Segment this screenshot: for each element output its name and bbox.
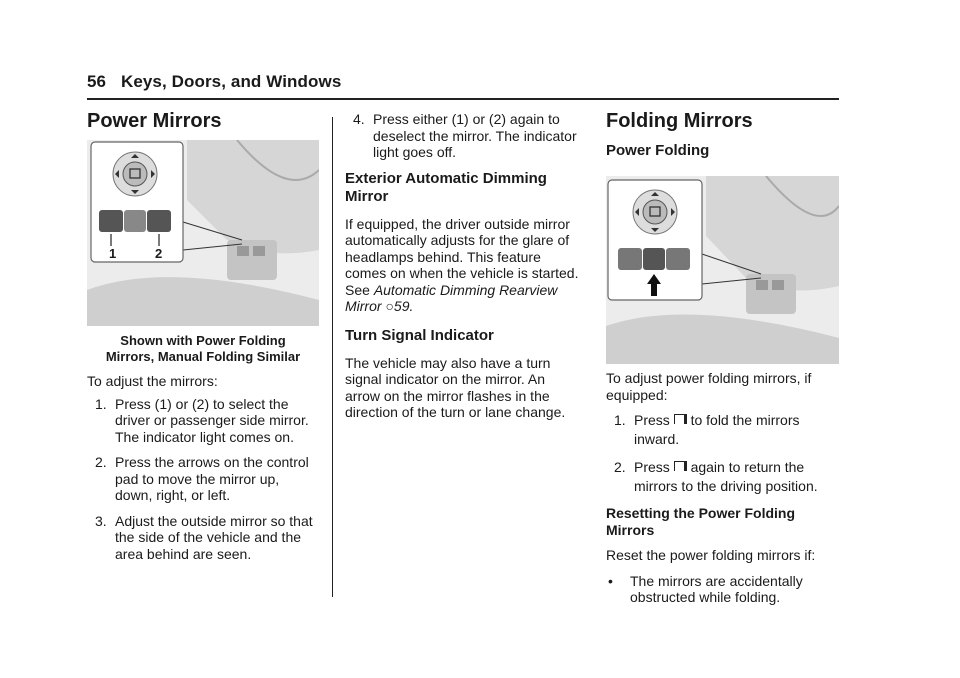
step-text: Press either (1) or (2) again to deselect the mirror. The indicator light goes off. bbox=[373, 111, 577, 160]
column-1 bbox=[87, 110, 319, 132]
column-divider bbox=[332, 117, 333, 597]
header-rule bbox=[87, 98, 839, 100]
step-text: Adjust the outside mirror so that the side of the vehicle and the area behind are seen. bbox=[115, 512, 313, 562]
callout-2: 2 bbox=[155, 246, 163, 261]
figure-caption-line-1: Shown with Power Folding bbox=[120, 333, 286, 348]
power-folding-heading: Power Folding bbox=[606, 142, 710, 159]
step-item bbox=[345, 111, 580, 161]
fold-button-icon bbox=[674, 461, 687, 471]
power-folding-illustration bbox=[606, 176, 839, 364]
step-text-pre: Press bbox=[634, 459, 670, 475]
figure-caption-line-2: Mirrors, Manual Folding Similar bbox=[105, 349, 301, 364]
page-ref-icon: ○ bbox=[385, 298, 394, 314]
step-number: 1. bbox=[614, 412, 626, 428]
step-text: Press (1) or (2) to select the driver or passenger side mirror. The indicator light comes on. bbox=[115, 395, 309, 445]
step-text-post: again to return the mirrors to the driving position. bbox=[634, 459, 818, 494]
turn-signal-heading: Turn Signal Indicator bbox=[345, 326, 494, 344]
step-text: Press the arrows on the control pad to move the mirror up, down, right, or left. bbox=[115, 454, 309, 503]
callout-1: 1 bbox=[109, 246, 117, 261]
auto-dimming-body: If equipped, the driver outside mirror automatically adjusts for the glare of headlamps behind. This feature comes on when the vehicle is started. See bbox=[345, 215, 579, 298]
page-header bbox=[87, 72, 341, 92]
folding-mirrors-title: Folding Mirrors bbox=[606, 110, 753, 132]
column-3-body bbox=[606, 370, 839, 606]
step-item bbox=[87, 513, 319, 563]
auto-dimming-reference-link[interactable]: Automatic Dimming Rearview Mirror bbox=[345, 281, 558, 314]
mirror-adjust-steps-cont bbox=[345, 111, 580, 161]
column-1-body bbox=[87, 333, 319, 571]
auto-dimming-page-ref[interactable]: 59 bbox=[393, 298, 410, 314]
power-mirror-control-illustration bbox=[87, 140, 319, 326]
power-folding-steps bbox=[606, 411, 839, 496]
step-text-post: to fold the mirrors inward. bbox=[634, 412, 800, 447]
step-text-pre: Press bbox=[634, 412, 670, 428]
step-item bbox=[87, 396, 319, 446]
reset-intro: Reset the power folding mirrors if: bbox=[606, 547, 816, 563]
step-item bbox=[606, 458, 839, 496]
power-folding-intro: To adjust power folding mirrors, if equipped: bbox=[606, 370, 812, 403]
auto-dimming-text: If equipped, the driver outside mirror automatically adjusts for the glare of headlamps behind. This feature comes on when the vehicle is started. See Automatic Dimming Rearview Mirror ○59. bbox=[345, 215, 579, 314]
mirror-control-drawing bbox=[87, 140, 319, 326]
turn-signal-text: The vehicle may also have a turn signal indicator on the mirror. An arrow on the mirror flashes in the direction of the turn or lane change. bbox=[345, 354, 566, 420]
reset-heading: Resetting the Power Folding Mirrors bbox=[606, 505, 796, 538]
mirror-adjust-steps bbox=[87, 396, 319, 563]
column-3 bbox=[606, 110, 839, 160]
reset-condition-item bbox=[606, 573, 839, 606]
step-number: 3. bbox=[95, 512, 107, 529]
mirror-adjust-intro: To adjust the mirrors: bbox=[87, 373, 218, 389]
bullet-icon: • bbox=[608, 572, 613, 589]
reset-condition-text: The mirrors are accidentally obstructed while folding. bbox=[630, 572, 803, 605]
step-number: 1. bbox=[95, 395, 107, 412]
step-item bbox=[87, 454, 319, 504]
folding-control-drawing bbox=[606, 176, 839, 364]
step-number: 2. bbox=[614, 459, 626, 475]
step-number: 4. bbox=[353, 111, 365, 127]
fold-button-icon bbox=[674, 414, 687, 424]
auto-dimming-heading: Exterior Automatic Dimming Mirror bbox=[345, 169, 547, 205]
power-mirrors-title: Power Mirrors bbox=[87, 110, 222, 132]
step-number: 2. bbox=[95, 454, 107, 470]
column-2 bbox=[345, 111, 580, 421]
section-title: Keys, Doors, and Windows bbox=[120, 72, 342, 91]
page-number: 56 bbox=[87, 72, 107, 91]
step-item bbox=[606, 411, 839, 449]
